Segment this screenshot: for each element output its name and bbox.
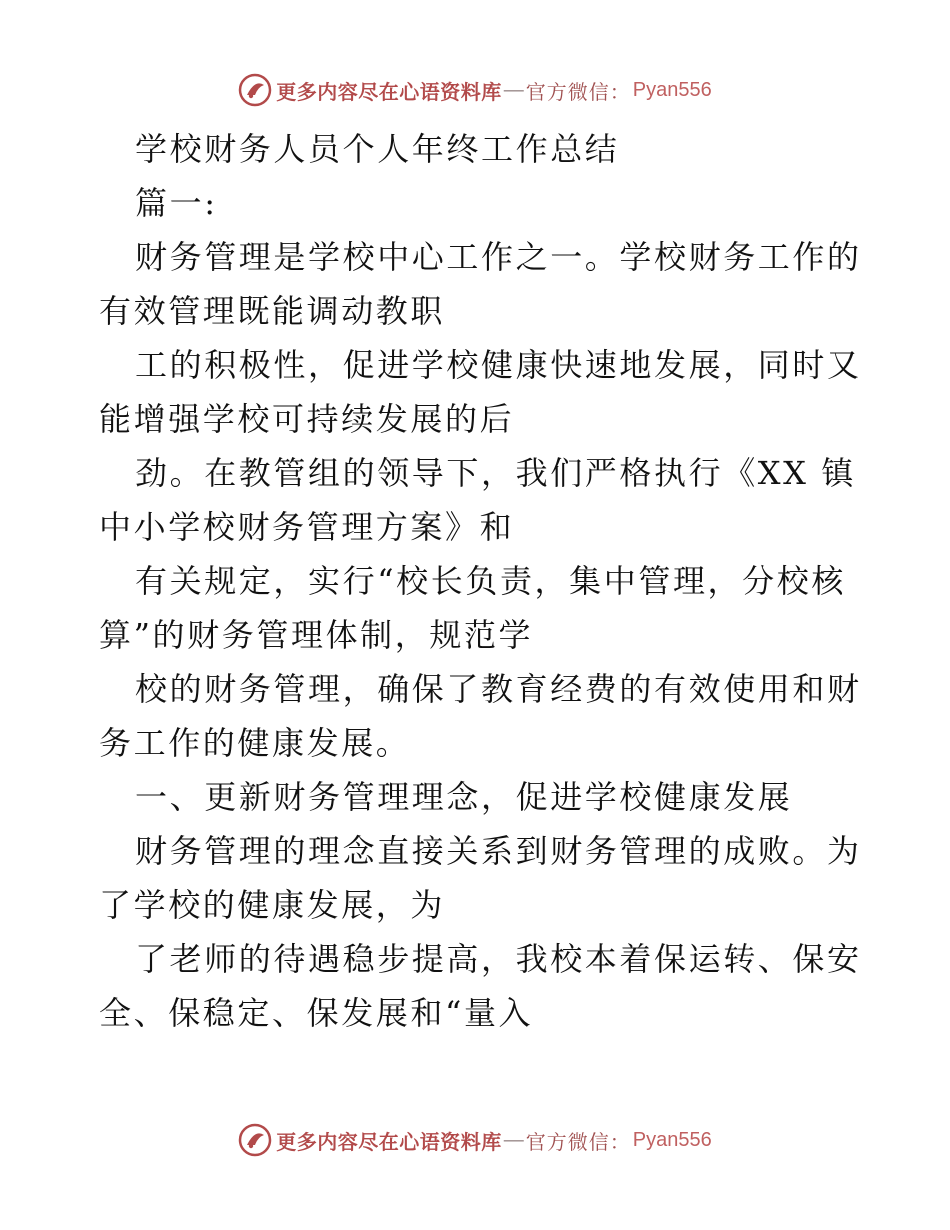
text-line: 中小学校财务管理方案》和 bbox=[99, 508, 515, 546]
text-line: 工的积极性，促进学校健康快速地发展，同时又 bbox=[135, 346, 862, 384]
text-line: 有效管理既能调动教职 bbox=[99, 292, 446, 330]
header-watermark bbox=[0, 70, 950, 110]
watermark-main-text: 更多内容尽在心语资料库 bbox=[276, 1131, 502, 1154]
section-heading: 篇一: bbox=[135, 184, 218, 222]
watermark-dash: — bbox=[503, 1128, 524, 1151]
text-line: 能增强学校可持续发展的后 bbox=[99, 400, 515, 438]
footer-watermark bbox=[0, 1120, 950, 1160]
seal-logo-icon bbox=[238, 1123, 272, 1157]
text-line: 财务管理的理念直接关系到财务管理的成败。为 bbox=[135, 832, 862, 870]
subheading-line: 一、更新财务管理理念，促进学校健康发展 bbox=[135, 778, 793, 816]
document-title: 学校财务人员个人年终工作总结 bbox=[135, 130, 620, 168]
watermark-sub-text: 官方微信： bbox=[525, 81, 631, 104]
text-line: 算”的财务管理体制，规范学 bbox=[99, 616, 534, 654]
text-line: 有关规定，实行“校长负责，集中管理，分校核 bbox=[135, 562, 846, 600]
seal-logo-icon bbox=[238, 73, 272, 107]
text-line: 劲。在教管组的领导下，我们严格执行《XX 镇 bbox=[135, 454, 856, 492]
watermark-sub-text: 官方微信： bbox=[525, 1131, 631, 1154]
text-line: 校的财务管理，确保了教育经费的有效使用和财 bbox=[135, 670, 862, 708]
text-line: 务工作的健康发展。 bbox=[99, 724, 411, 762]
document-body bbox=[99, 122, 862, 1040]
watermark-wechat-id: Pyan556 bbox=[632, 78, 712, 101]
text-line: 了学校的健康发展，为 bbox=[99, 886, 446, 924]
watermark-main-text: 更多内容尽在心语资料库 bbox=[276, 81, 502, 104]
watermark-dash: — bbox=[503, 78, 524, 101]
text-line: 全、保稳定、保发展和“量入 bbox=[99, 994, 534, 1032]
text-line: 财务管理是学校中心工作之一。学校财务工作的 bbox=[135, 238, 862, 276]
text-line: 了老师的待遇稳步提高，我校本着保运转、保安 bbox=[135, 940, 862, 978]
watermark-wechat-id: Pyan556 bbox=[632, 1128, 712, 1151]
